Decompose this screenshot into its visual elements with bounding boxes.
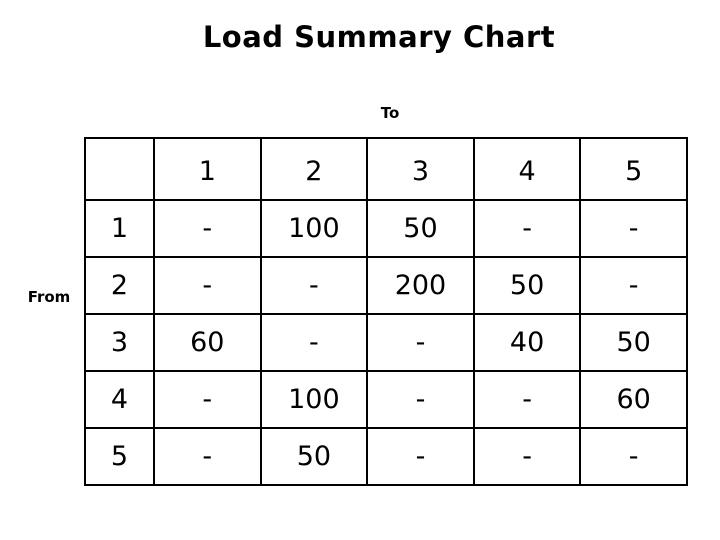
table-cell: - [580,428,687,485]
table-row [85,428,687,485]
table-cell: - [154,371,261,428]
load-summary-table [84,137,688,486]
table-row [85,200,687,257]
table-cell: - [261,257,368,314]
table-cell: 50 [474,257,581,314]
table-cell: - [367,428,474,485]
table-cell: 50 [367,200,474,257]
table-row [85,257,687,314]
table-cell: - [154,257,261,314]
table-cell: 200 [367,257,474,314]
table-row [85,314,687,371]
table-cell: - [474,371,581,428]
row-header-cell: 4 [85,371,154,428]
from-axis-label: From [27,288,71,306]
table-cell: 100 [261,200,368,257]
table-cell: 100 [261,371,368,428]
header-cell: 2 [261,138,368,200]
table-cell: - [154,428,261,485]
row-header-cell: 2 [85,257,154,314]
table-cell: - [367,314,474,371]
table-cell: - [367,371,474,428]
table-cell: 50 [261,428,368,485]
table-cell: - [580,257,687,314]
table-cell: 60 [580,371,687,428]
chart-title: Load Summary Chart [202,20,556,54]
table-cell: - [261,314,368,371]
row-header-cell: 1 [85,200,154,257]
header-cell: 4 [474,138,581,200]
row-header-cell: 3 [85,314,154,371]
header-cell: 3 [367,138,474,200]
header-row [85,138,687,200]
table-cell: 50 [580,314,687,371]
table-cell: 40 [474,314,581,371]
corner-cell [85,138,154,200]
table-cell: - [154,200,261,257]
table-row [85,371,687,428]
table-cell: 60 [154,314,261,371]
header-cell: 5 [580,138,687,200]
header-cell: 1 [154,138,261,200]
table-cell: - [474,200,581,257]
row-header-cell: 5 [85,428,154,485]
table-cell: - [474,428,581,485]
to-axis-label: To [380,104,400,122]
table-cell: - [580,200,687,257]
